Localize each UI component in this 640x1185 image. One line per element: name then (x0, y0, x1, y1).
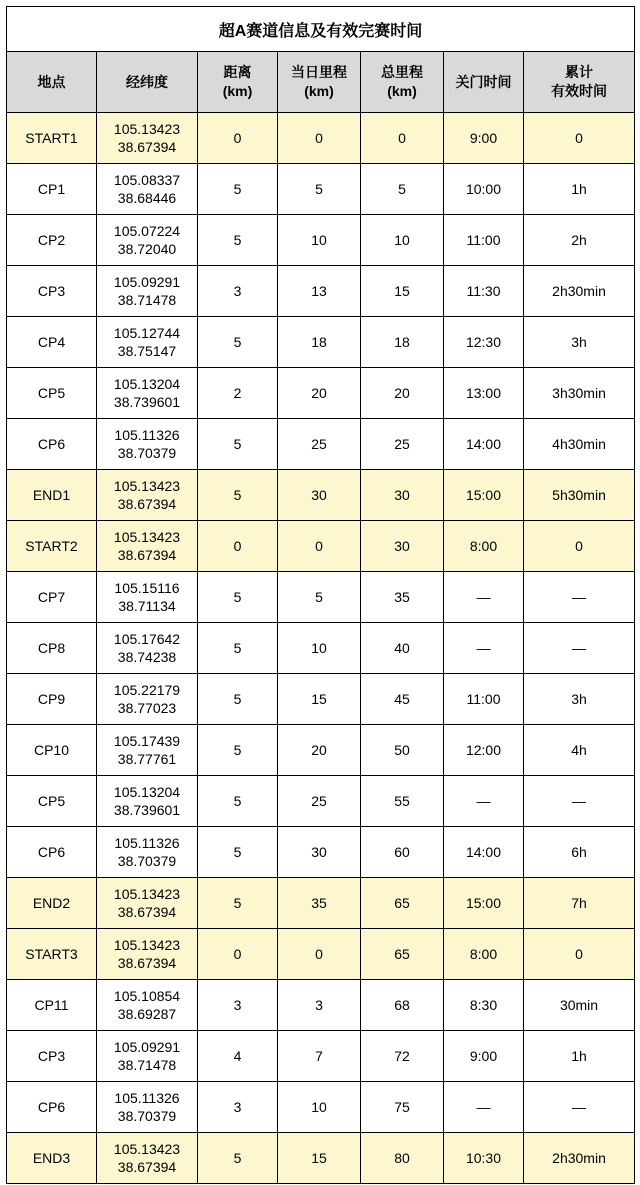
cell-daily-distance: 10 (278, 623, 361, 674)
latitude: 38.71478 (117, 292, 177, 308)
cell-cutoff-time: 10:30 (444, 1133, 524, 1184)
cell-place: CP11 (7, 980, 97, 1031)
cell-daily-distance: 5 (278, 164, 361, 215)
cell-daily-distance: 13 (278, 266, 361, 317)
longitude: 105.13204 (113, 376, 181, 392)
cell-daily-distance: 0 (278, 521, 361, 572)
header-total-distance (361, 52, 444, 113)
table-row (7, 215, 635, 266)
header-distance (198, 52, 278, 113)
cell-coordinates (97, 776, 198, 827)
latitude: 38.70379 (117, 445, 177, 461)
cell-distance: 5 (198, 1133, 278, 1184)
cell-coordinates (97, 572, 198, 623)
latitude: 38.77023 (117, 700, 177, 716)
cell-total-distance: 40 (361, 623, 444, 674)
cell-cumulative-valid-time: 0 (524, 929, 635, 980)
longitude: 105.07224 (113, 223, 181, 239)
cell-coordinates (97, 266, 198, 317)
cell-total-distance: 20 (361, 368, 444, 419)
cell-daily-distance: 25 (278, 419, 361, 470)
latitude: 38.67394 (117, 547, 177, 563)
cell-coordinates (97, 215, 198, 266)
latitude: 38.70379 (117, 853, 177, 869)
longitude: 105.13423 (113, 886, 181, 902)
cell-place: CP5 (7, 776, 97, 827)
longitude: 105.13423 (113, 937, 181, 953)
cell-cumulative-valid-time: 7h (524, 878, 635, 929)
cell-place: CP6 (7, 827, 97, 878)
table-row (7, 725, 635, 776)
latitude: 38.67394 (117, 904, 177, 920)
cell-daily-distance: 7 (278, 1031, 361, 1082)
cell-cutoff-time: 11:00 (444, 215, 524, 266)
cell-place: START1 (7, 113, 97, 164)
table-row (7, 113, 635, 164)
latitude: 38.68446 (117, 190, 177, 206)
cell-place: CP5 (7, 368, 97, 419)
longitude: 105.13423 (113, 121, 181, 137)
cell-distance: 5 (198, 215, 278, 266)
header-total-distance-line: 总里程 (381, 64, 423, 80)
cell-coordinates (97, 113, 198, 164)
cell-distance: 5 (198, 164, 278, 215)
longitude: 105.13423 (113, 1141, 181, 1157)
cell-cumulative-valid-time: 2h (524, 215, 635, 266)
cell-total-distance: 55 (361, 776, 444, 827)
cell-cutoff-time: 8:30 (444, 980, 524, 1031)
cell-daily-distance: 18 (278, 317, 361, 368)
latitude: 38.71134 (118, 598, 176, 614)
cell-distance: 5 (198, 623, 278, 674)
cell-cumulative-valid-time: 6h (524, 827, 635, 878)
cell-total-distance: 0 (361, 113, 444, 164)
cell-distance: 4 (198, 1031, 278, 1082)
cell-coordinates (97, 1082, 198, 1133)
table-row (7, 368, 635, 419)
longitude: 105.09291 (113, 1039, 181, 1055)
table-row (7, 623, 635, 674)
header-distance-line: 距离 (223, 64, 252, 80)
table-row (7, 674, 635, 725)
cell-distance: 0 (198, 113, 278, 164)
cell-cumulative-valid-time: — (524, 1082, 635, 1133)
cell-total-distance: 80 (361, 1133, 444, 1184)
latitude: 38.71478 (117, 1057, 177, 1073)
cell-total-distance: 50 (361, 725, 444, 776)
latitude: 38.67394 (117, 496, 177, 512)
cell-coordinates (97, 878, 198, 929)
cell-cumulative-valid-time: 5h30min (524, 470, 635, 521)
cell-cumulative-valid-time: 2h30min (524, 1133, 635, 1184)
cell-cutoff-time: 15:00 (444, 878, 524, 929)
header-cumulative-valid-time-line: 累计 (565, 64, 594, 80)
cell-cumulative-valid-time: 0 (524, 521, 635, 572)
cell-total-distance: 5 (361, 164, 444, 215)
cell-coordinates (97, 725, 198, 776)
table-row (7, 164, 635, 215)
cell-coordinates (97, 929, 198, 980)
cell-place: CP6 (7, 1082, 97, 1133)
cell-daily-distance: 15 (278, 674, 361, 725)
latitude: 38.69287 (117, 1006, 177, 1022)
header-coordinates (97, 52, 198, 113)
cell-place: CP4 (7, 317, 97, 368)
cell-cutoff-time: 14:00 (444, 419, 524, 470)
longitude: 105.08337 (113, 172, 181, 188)
longitude: 105.12744 (113, 325, 181, 341)
longitude: 105.13204 (113, 784, 181, 800)
cell-place: START2 (7, 521, 97, 572)
cell-cutoff-time: 9:00 (444, 113, 524, 164)
cell-cutoff-time: — (444, 776, 524, 827)
cell-daily-distance: 30 (278, 827, 361, 878)
cell-distance: 3 (198, 1082, 278, 1133)
cell-coordinates (97, 419, 198, 470)
table-row (7, 776, 635, 827)
table-row (7, 470, 635, 521)
cell-cutoff-time: 8:00 (444, 929, 524, 980)
cell-coordinates (97, 1133, 198, 1184)
cell-place: END1 (7, 470, 97, 521)
cell-coordinates (97, 1031, 198, 1082)
longitude: 105.11326 (114, 1090, 180, 1106)
cell-cumulative-valid-time: 2h30min (524, 266, 635, 317)
cell-cutoff-time: 11:30 (444, 266, 524, 317)
latitude: 38.67394 (117, 1159, 177, 1175)
table-row (7, 929, 635, 980)
cell-daily-distance: 10 (278, 1082, 361, 1133)
cell-coordinates (97, 368, 198, 419)
cell-coordinates (97, 674, 198, 725)
cell-distance: 0 (198, 521, 278, 572)
cell-place: CP7 (7, 572, 97, 623)
cell-daily-distance: 0 (278, 929, 361, 980)
cell-cutoff-time: 12:30 (444, 317, 524, 368)
cell-daily-distance: 30 (278, 470, 361, 521)
cell-cumulative-valid-time: 1h (524, 164, 635, 215)
cell-coordinates (97, 317, 198, 368)
header-cumulative-valid-time-line: 有效时间 (551, 83, 608, 99)
latitude: 38.75147 (117, 343, 177, 359)
cell-cutoff-time: 15:00 (444, 470, 524, 521)
cell-cutoff-time: — (444, 623, 524, 674)
cell-distance: 3 (198, 266, 278, 317)
cell-total-distance: 60 (361, 827, 444, 878)
header-daily-distance-line: 当日里程 (291, 64, 347, 80)
cell-daily-distance: 5 (278, 572, 361, 623)
cell-total-distance: 15 (361, 266, 444, 317)
cell-cutoff-time: 11:00 (444, 674, 524, 725)
cell-place: START3 (7, 929, 97, 980)
header-daily-distance (278, 52, 361, 113)
header-place-line: 地点 (37, 73, 66, 90)
cell-total-distance: 65 (361, 878, 444, 929)
table-row (7, 266, 635, 317)
longitude: 105.22179 (113, 682, 181, 698)
cell-place: CP8 (7, 623, 97, 674)
cell-total-distance: 18 (361, 317, 444, 368)
cell-cutoff-time: 14:00 (444, 827, 524, 878)
header-total-distance-line: (km) (387, 83, 417, 99)
cell-cutoff-time: — (444, 572, 524, 623)
cell-cumulative-valid-time: 3h (524, 674, 635, 725)
cell-daily-distance: 10 (278, 215, 361, 266)
cell-cumulative-valid-time: — (524, 623, 635, 674)
cell-place: CP10 (7, 725, 97, 776)
cell-cumulative-valid-time: 3h30min (524, 368, 635, 419)
longitude: 105.17439 (113, 733, 181, 749)
longitude: 105.11326 (114, 427, 180, 443)
table-row (7, 827, 635, 878)
cell-place: CP6 (7, 419, 97, 470)
table-body (7, 113, 635, 1184)
cell-distance: 3 (198, 980, 278, 1031)
latitude: 38.72040 (117, 241, 177, 257)
cell-daily-distance: 35 (278, 878, 361, 929)
table-title: 超A赛道信息及有效完赛时间 (7, 7, 635, 52)
cell-cumulative-valid-time: 1h (524, 1031, 635, 1082)
table-row (7, 1031, 635, 1082)
cell-cutoff-time: 12:00 (444, 725, 524, 776)
cell-cutoff-time: 8:00 (444, 521, 524, 572)
header-cutoff-time (444, 52, 524, 113)
cell-daily-distance: 3 (278, 980, 361, 1031)
cell-cumulative-valid-time: 4h30min (524, 419, 635, 470)
cell-cumulative-valid-time: 3h (524, 317, 635, 368)
cell-distance: 5 (198, 878, 278, 929)
cell-coordinates (97, 827, 198, 878)
cell-place: END3 (7, 1133, 97, 1184)
route-info-table (6, 6, 635, 1184)
longitude: 105.09291 (113, 274, 181, 290)
table-row (7, 1133, 635, 1184)
cell-place: CP3 (7, 1031, 97, 1082)
cell-cumulative-valid-time: 4h (524, 725, 635, 776)
cell-coordinates (97, 980, 198, 1031)
latitude: 38.74238 (117, 649, 177, 665)
latitude: 38.739601 (113, 802, 181, 818)
cell-total-distance: 30 (361, 521, 444, 572)
cell-daily-distance: 15 (278, 1133, 361, 1184)
latitude: 38.739601 (113, 394, 181, 410)
cell-distance: 0 (198, 929, 278, 980)
longitude: 105.13423 (113, 478, 181, 494)
cell-place: CP1 (7, 164, 97, 215)
cell-daily-distance: 25 (278, 776, 361, 827)
cell-cutoff-time: — (444, 1082, 524, 1133)
cell-cutoff-time: 10:00 (444, 164, 524, 215)
header-daily-distance-line: (km) (304, 83, 334, 99)
cell-cumulative-valid-time: — (524, 776, 635, 827)
cell-daily-distance: 0 (278, 113, 361, 164)
table-row (7, 521, 635, 572)
cell-total-distance: 35 (361, 572, 444, 623)
route-table-container (6, 6, 634, 1184)
cell-distance: 5 (198, 776, 278, 827)
cell-distance: 5 (198, 317, 278, 368)
cell-total-distance: 75 (361, 1082, 444, 1133)
header-cutoff-time-line: 关门时间 (455, 73, 512, 90)
cell-coordinates (97, 521, 198, 572)
longitude: 105.17642 (113, 631, 181, 647)
latitude: 38.67394 (117, 955, 177, 971)
longitude: 105.10854 (113, 988, 181, 1004)
table-row (7, 980, 635, 1031)
header-distance-line: (km) (222, 83, 253, 99)
cell-distance: 5 (198, 725, 278, 776)
cell-cutoff-time: 13:00 (444, 368, 524, 419)
latitude: 38.77761 (117, 751, 177, 767)
cell-coordinates (97, 164, 198, 215)
cell-distance: 5 (198, 674, 278, 725)
cell-distance: 5 (198, 419, 278, 470)
cell-total-distance: 30 (361, 470, 444, 521)
cell-total-distance: 45 (361, 674, 444, 725)
longitude: 105.11326 (114, 835, 180, 851)
cell-total-distance: 10 (361, 215, 444, 266)
cell-cumulative-valid-time: 0 (524, 113, 635, 164)
latitude: 38.67394 (117, 139, 177, 155)
cell-coordinates (97, 470, 198, 521)
cell-daily-distance: 20 (278, 368, 361, 419)
header-cumulative-valid-time (524, 52, 635, 113)
header-row (7, 52, 635, 113)
table-row (7, 419, 635, 470)
cell-total-distance: 72 (361, 1031, 444, 1082)
cell-distance: 5 (198, 470, 278, 521)
table-row (7, 572, 635, 623)
longitude: 105.15116 (114, 580, 180, 596)
cell-distance: 5 (198, 827, 278, 878)
table-row (7, 878, 635, 929)
cell-daily-distance: 20 (278, 725, 361, 776)
cell-total-distance: 65 (361, 929, 444, 980)
cell-cumulative-valid-time: — (524, 572, 635, 623)
cell-cutoff-time: 9:00 (444, 1031, 524, 1082)
cell-place: END2 (7, 878, 97, 929)
table-row (7, 317, 635, 368)
table-row (7, 1082, 635, 1133)
cell-place: CP2 (7, 215, 97, 266)
cell-cumulative-valid-time: 30min (524, 980, 635, 1031)
cell-total-distance: 25 (361, 419, 444, 470)
cell-place: CP9 (7, 674, 97, 725)
latitude: 38.70379 (117, 1108, 177, 1124)
header-place (7, 52, 97, 113)
header-coordinates-line: 经纬度 (126, 73, 168, 90)
cell-place: CP3 (7, 266, 97, 317)
cell-distance: 5 (198, 572, 278, 623)
cell-distance: 2 (198, 368, 278, 419)
cell-coordinates (97, 623, 198, 674)
cell-total-distance: 68 (361, 980, 444, 1031)
longitude: 105.13423 (113, 529, 181, 545)
